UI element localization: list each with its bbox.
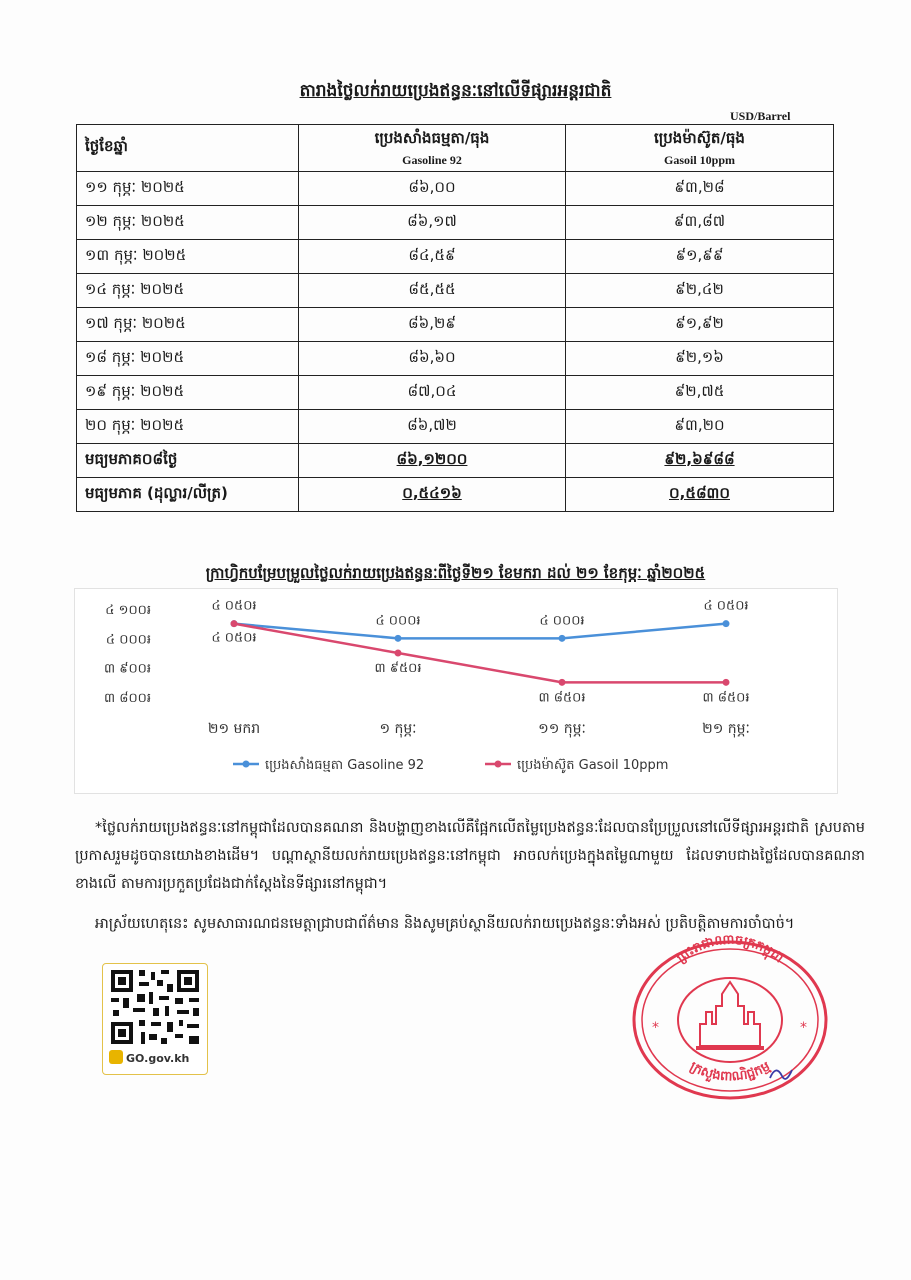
data-label: ៣ ៨៥០៛ [538, 690, 586, 706]
row-gasoline: ៨៦,៧២ [299, 410, 566, 444]
average-gasoil-cell [566, 444, 834, 478]
row-gasoil: ៩២,៧៥ [566, 376, 834, 410]
data-point [395, 635, 402, 642]
average-litre-gasoil: ០,៥៨៣០ [669, 483, 730, 502]
qr-code-icon [103, 964, 207, 1050]
seal-bottom-text: ក្រសួងពាណិជ្ជកម្ម [687, 1059, 773, 1085]
table-row [77, 206, 834, 240]
data-label: ៣ ៨៥០៛ [702, 690, 750, 706]
average-row [77, 444, 834, 478]
row-date: ១៤ កុម្ភៈ ២០២៥ [77, 274, 299, 308]
table-row [77, 240, 834, 274]
average-litre-gasoil-cell [566, 478, 834, 512]
table-row [77, 342, 834, 376]
average-litre-row [77, 478, 834, 512]
data-point [395, 650, 402, 657]
header-gasoline-sub: Gasoline 92 [402, 152, 462, 167]
row-gasoil: ៩៣,២០ [566, 410, 834, 444]
header-gasoil-sub: Gasoil 10ppm [663, 152, 735, 167]
row-gasoline: ៨៦,១៧ [299, 206, 566, 240]
average-litre-gasoline-cell [299, 478, 566, 512]
header-gasoil [566, 125, 834, 172]
row-gasoil: ៩១,៩២ [566, 308, 834, 342]
row-gasoline: ៨៦,៦០ [299, 342, 566, 376]
official-seal [630, 928, 830, 1100]
legend-label: ប្រេងម៉ាស៊ូត Gasoil 10ppm [517, 758, 669, 773]
average-label: មធ្យមភាគ០៨ថ្ងៃ [77, 444, 299, 478]
average-gasoline: ៨៦,១២០០ [396, 449, 468, 468]
row-gasoline: ៨៧,០៤ [299, 376, 566, 410]
price-chart [74, 588, 838, 794]
row-gasoline: ៨៤,៥៩ [299, 240, 566, 274]
row-date: ១៣ កុម្ភៈ ២០២៥ [77, 240, 299, 274]
data-label: ៤ ០៥០៛ [211, 598, 257, 614]
data-point [231, 620, 238, 627]
header-date-label: ថ្ងៃខែឆ្នាំ [85, 137, 128, 155]
average-gasoil: ៩២,៦៩៨៨ [664, 449, 735, 468]
note-paragraph-2: អាស្រ័យហេតុនេះ សូមសាធារណជនមេត្តាជ្រាបជាព័ត៌មាន និងសូមគ្រប់ស្ថានីយលក់រាយប្រេងឥន្ធនៈទាំងអស់ ប្រតិបត្តិតាមការចាំបាច់។ [95, 916, 795, 932]
legend-marker [243, 761, 250, 768]
average-gasoline-cell [299, 444, 566, 478]
legend-marker [495, 761, 502, 768]
data-point [723, 620, 730, 627]
gov-logo-icon [109, 1050, 123, 1064]
row-gasoil: ៩២,១៦ [566, 342, 834, 376]
row-date: ១៩ កុម្ភៈ ២០២៥ [77, 376, 299, 410]
header-gasoil-label: ប្រេងម៉ាស៊ូត/ធុង [654, 128, 745, 147]
y-tick-label: ៤ ១០០៛ [105, 603, 151, 618]
table-row [77, 410, 834, 444]
chart-svg [75, 589, 837, 793]
data-label: ៣ ៩៥០៛ [374, 661, 422, 676]
x-tick-label: ២១ មករា [207, 721, 261, 737]
unit-label: USD/Barrel [730, 109, 791, 123]
header-date [77, 125, 299, 172]
svg-text:*: * [800, 1020, 807, 1036]
row-gasoline: ៨៦,០០ [299, 172, 566, 206]
header-gasoline [299, 125, 566, 172]
seal-top-text: ព្រះរាជាណាចក្រកម្ពុជា [674, 932, 786, 967]
y-tick-label: ៣ ៨០០៛ [104, 691, 151, 706]
x-tick-label: ១ កុម្ភៈ [379, 721, 417, 737]
row-gasoil: ៩៣,៨៧ [566, 206, 834, 240]
chart-title: ក្រាហ្វិកបម្រែបម្រួលថ្លៃលក់រាយប្រេងឥន្ធនៈពីថ្ងៃទី២១ ខែមករា ដល់ ២១ ខែកុម្ភៈ ឆ្នាំ២០២៥ [205, 564, 706, 582]
row-gasoline: ៨៦,២៩ [299, 308, 566, 342]
y-tick-label: ៤ ០០០៛ [105, 632, 151, 648]
qr-label: GO.gov.kh [126, 1052, 190, 1065]
header-gasoline-label: ប្រេងសាំងធម្មតា/ធុង [374, 128, 490, 147]
row-date: ១៨ កុម្ភៈ ២០២៥ [77, 342, 299, 376]
row-date: ១១ កុម្ភៈ ២០២៥ [77, 172, 299, 206]
row-date: ១៧ កុម្ភៈ ២០២៥ [77, 308, 299, 342]
row-gasoline: ៨៥,៥៥ [299, 274, 566, 308]
row-date: ១២ កុម្ភៈ ២០២៥ [77, 206, 299, 240]
data-point [559, 635, 566, 642]
data-label: ៤ ០៥០៛ [211, 630, 257, 646]
legend-label: ប្រេងសាំងធម្មតា Gasoline 92 [265, 758, 425, 773]
y-tick-label: ៣ ៩០០៛ [104, 661, 151, 677]
row-gasoil: ៩២,៤២ [566, 274, 834, 308]
series-line [234, 624, 726, 683]
table-row [77, 172, 834, 206]
table-row [77, 308, 834, 342]
row-gasoil: ៩៣,២៨ [566, 172, 834, 206]
price-table [76, 124, 834, 512]
page-title: តារាងថ្លៃលក់រាយប្រេងឥន្ធនៈនៅលើទីផ្សារអន្តរជាតិ [299, 81, 612, 101]
note-paragraph-1: *ថ្លៃលក់រាយប្រេងឥន្ធនៈនៅកម្ពុជាដែលបានគណនា និងបង្ហាញខាងលើគឺផ្អែកលើតម្លៃប្រេងឥន្ធនៈដែលបានប្រែប្រួលនៅលើទីផ្សារអន្តរជាតិ ស្របតាមប្រកាសរួមដូចបានយោងខាងដើម។ បណ្តាស្ថានីយលក់រាយប្រេងឥន្ធនៈនៅកម្ពុជា អាចលក់ប្រេងក្នុងតម្លៃណាមួយ ដែលទាបជាងថ្លៃដែលបានគណនាខាងលើ តាមការប្រកួតប្រជែងជាក់ស្តែងនៃទីផ្សារនៅកម្ពុជា។ [75, 820, 865, 892]
average-litre-gasoline: ០,៥៤១៦ [402, 483, 462, 502]
row-gasoil: ៩១,៩៩ [566, 240, 834, 274]
data-label: ៤ ០០០៛ [375, 613, 421, 629]
row-date: ២០ កុម្ភៈ ២០២៥ [77, 410, 299, 444]
data-point [559, 679, 566, 686]
x-tick-label: ១១ កុម្ភៈ [538, 721, 586, 737]
data-label: ៤ ០០០៛ [539, 613, 585, 629]
table-header-row [77, 125, 834, 172]
table-row [77, 274, 834, 308]
table-row [77, 376, 834, 410]
average-litre-label: មធ្យមភាគ (ដុល្លារ/លីត្រ) [77, 478, 299, 512]
data-point [723, 679, 730, 686]
seal-stamp-icon [630, 928, 830, 1100]
data-label: ៤ ០៥០៛ [703, 598, 749, 614]
x-tick-label: ២១ កុម្ភៈ [702, 721, 750, 737]
svg-text:*: * [652, 1020, 659, 1036]
